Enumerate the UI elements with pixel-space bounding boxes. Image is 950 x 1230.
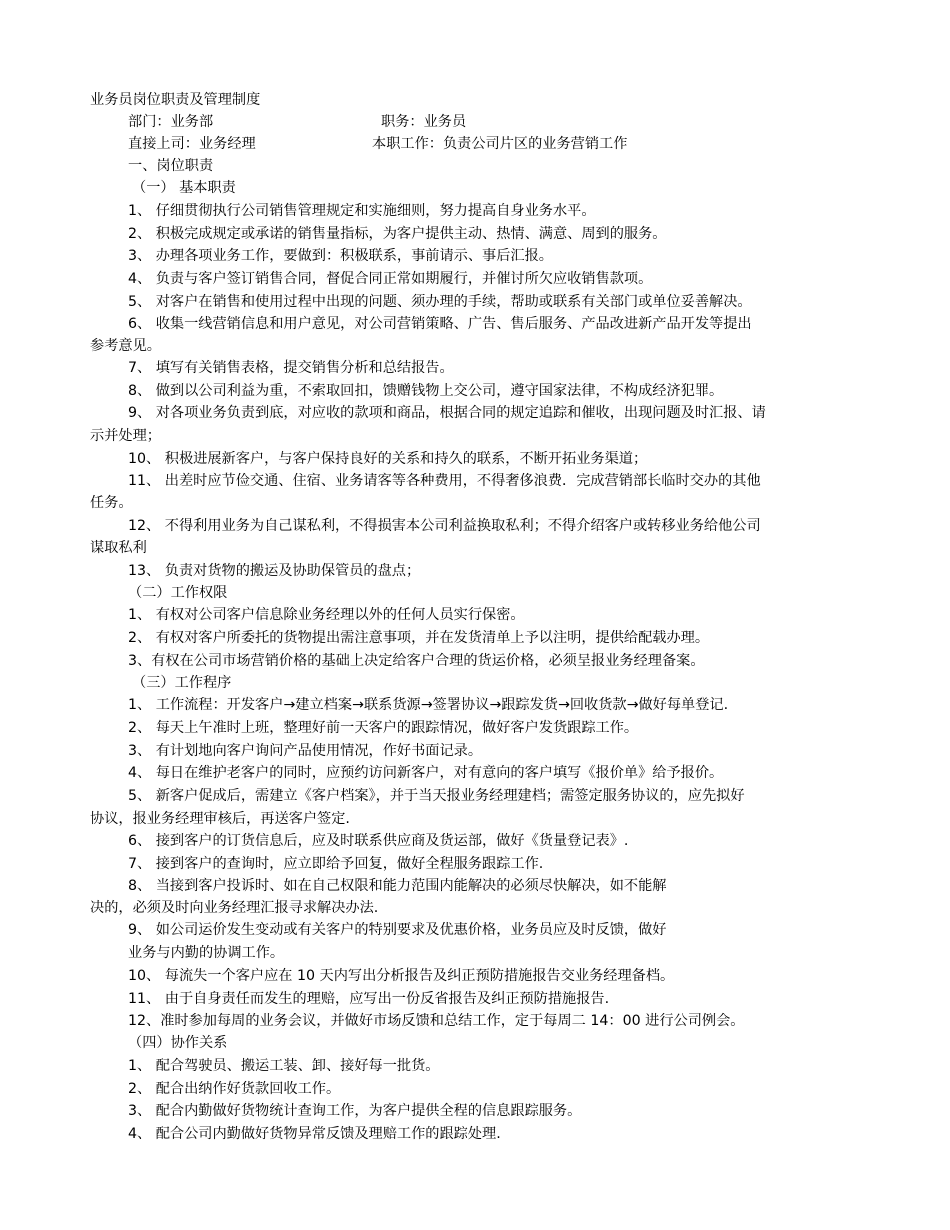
body-line: （二）工作权限	[128, 585, 228, 601]
post-label: 职务：	[381, 114, 424, 130]
body-line: 5、 对客户在销售和使用过程中出现的问题、须办理的手续，帮助或联系有关部门或单位妥善解决。	[128, 294, 752, 310]
body-line: 11、 出差时应节俭交通、住宿、业务请客等各种费用，不得奢侈浪费．完成营销部长临时交办的其他	[128, 473, 761, 489]
body-line: 2、 积极完成规定或承诺的销售量指标，为客户提供主动、热情、满意、周到的服务。	[128, 226, 667, 242]
body-line: 8、 当接到客户投诉时、如在自己权限和能力范围内能解决的必须尽快解决，如不能解	[128, 878, 667, 894]
body-line: 3、有权在公司市场营销价格的基础上决定给客户合理的货运价格，必须呈报业务经理备案。	[128, 653, 705, 669]
body-line: 参考意见。	[90, 338, 161, 354]
body-line: （三）工作程序	[132, 675, 232, 691]
boss-field	[128, 133, 256, 155]
dept-label: 部门：	[128, 114, 171, 130]
body-line: （一） 基本职责	[132, 180, 236, 196]
body-line: 4、 负责与客户签订销售合同，督促合同正常如期履行，并催讨所欠应收销售款项。	[128, 271, 653, 287]
body-line: 9、 对各项业务负责到底，对应收的款项和商品，根据合同的规定追踪和催收，出现问题及时汇报、请	[128, 405, 766, 421]
post-value: 业务员	[423, 114, 467, 130]
body-line: 业务与内勤的协调工作。	[128, 945, 285, 961]
job-field	[372, 133, 627, 155]
boss-label: 直接上司：	[128, 136, 199, 152]
job-label: 本职工作：	[372, 136, 443, 152]
body-line: 1、 配合驾驶员、搬运工装、卸、接好每一批货。	[128, 1058, 440, 1074]
post-field	[381, 111, 466, 133]
body-line: 12、准时参加每周的业务会议，并做好市场反馈和总结工作，定于每周二 14：00 进行公司例会。	[128, 1013, 745, 1029]
dept-field	[128, 111, 213, 133]
dept-value: 业务部	[170, 114, 214, 130]
body-line: 3、 配合内勤做好货物统计查询工作，为客户提供全程的信息跟踪服务。	[128, 1103, 582, 1119]
body-line: 1、 仔细贯彻执行公司销售管理规定和实施细则，努力提高自身业务水平。	[128, 203, 596, 219]
body-line: 2、 每天上午准时上班，整理好前一天客户的跟踪情况，做好客户发货跟踪工作。	[128, 720, 639, 736]
body-line: 决的，必须及时向业务经理汇报寻求解决办法.	[90, 900, 379, 916]
body-line: 任务。	[90, 495, 133, 511]
body-line: 1、 工作流程：开发客户→建立档案→联系货源→签署协议→跟踪发货→回收货款→做好每单登记.	[128, 697, 729, 713]
body-line: 1、 有权对公司客户信息除业务经理以外的任何人员实行保密。	[128, 607, 525, 623]
body-line: 3、 办理各项业务工作，要做到：积极联系，事前请示、事后汇报。	[128, 248, 553, 264]
body-line: 协议，报业务经理审核后，再送客户签定.	[90, 811, 350, 827]
boss-value: 业务经理	[198, 136, 256, 152]
job-value: 负责公司片区的业务营销工作	[442, 136, 628, 152]
body-line: 6、 收集一线营销信息和用户意见，对公司营销策略、广告、售后服务、产品改进新产品开发等提出	[128, 316, 752, 332]
body-line: 2、 有权对客户所委托的货物提出需注意事项，并在发货清单上予以注明，提供给配载办理。	[128, 630, 710, 646]
body-line: 3、 有计划地向客户询问产品使用情况，作好书面记录。	[128, 743, 483, 759]
body-line: 一、岗位职责	[128, 158, 214, 174]
body-line: 11、 由于自身责任而发生的理赔，应写出一份反省报告及纠正预防措施报告.	[128, 991, 610, 1007]
body-line: 8、 做到以公司利益为重，不索取回扣，馈赠钱物上交公司，遵守国家法律，不构成经济犯罪。	[128, 383, 724, 399]
body-line: 4、 每日在维护老客户的同时，应预约访问新客户，对有意向的客户填写《报价单》给予报价。	[128, 765, 724, 781]
body-line: 谋取私利	[90, 540, 147, 556]
body-line: 5、 新客户促成后，需建立《客户档案》，并于当天报业务经理建档；需签定服务协议的，应先拟好	[128, 788, 745, 804]
document-title: 业务员岗位职责及管理制度	[90, 92, 261, 108]
body-line: 2、 配合出纳作好货款回收工作。	[128, 1081, 341, 1097]
body-line: 13、 负责对货物的搬运及协助保管员的盘点；	[128, 563, 421, 579]
body-line: 9、 如公司运价发生变动或有关客户的特别要求及优惠价格，业务员应及时反馈，做好	[128, 922, 667, 938]
body-line: 示并处理；	[90, 428, 161, 444]
body-line: （四）协作关系	[128, 1035, 228, 1051]
body-line: 6、 接到客户的订货信息后，应及时联系供应商及货运部，做好《货量登记表》.	[128, 833, 629, 849]
body-line: 12、 不得利用业务为自己谋私利，不得损害本公司利益换取私利；不得介绍客户或转移业务给他公司	[128, 518, 761, 534]
body-line: 7、 接到客户的查询时，应立即给予回复，做好全程服务跟踪工作.	[128, 856, 544, 872]
body-line: 4、 配合公司内勤做好货物异常反馈及理赔工作的跟踪处理.	[128, 1126, 501, 1142]
body-line: 10、 每流失一个客户应在 10 天内写出分析报告及纠正预防措施报告交业务经理备档。	[128, 968, 675, 984]
body-line: 7、 填写有关销售表格，提交销售分析和总结报告。	[128, 360, 454, 376]
body-line: 10、 积极进展新客户，与客户保持良好的关系和持久的联系，不断开拓业务渠道；	[128, 451, 648, 467]
